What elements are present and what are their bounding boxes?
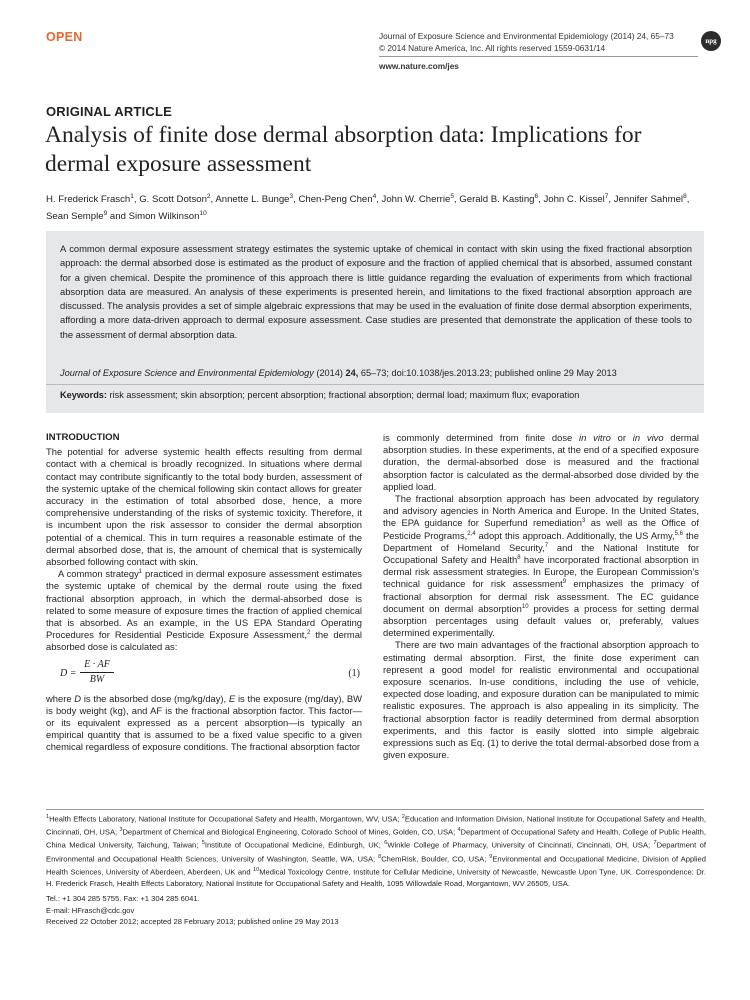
- keywords-text: risk assessment; skin absorption; percent absorption; fractional absorption; dermal load; maximum flux; evaporation: [109, 390, 580, 400]
- affiliations-footnote: $^1$Health Effects Laboratory, National Institute for Occupational Safety and Health, Morgantown, WV, USA; $^2$Education and Information Division, National Institute for Occupational Safety and Health, Cincinnati, OH, USA; $^3$Department of Chemical and Biological Engineering, Colorado School of Mines, Golden, CO, USA; $^4$Department of Occupational Safety and Health, College of Public Health, China Medical University, Taichung, Taiwan; $^5$Institute of Occupational Medicine, Edinburgh, UK; $^6$Winkle College of Pharmacy, University of Cincinnati, Cincinnati, OH, USA; $^7$Department of Environmental and Occupational Health Sciences, University of Washington, Seattle, WA, USA; $^8$ChemRisk, Boulder, CO, USA; $^9$Environmental and Occupational Medicine, Division of Applied Health Sciences, University of Aberdeen, Aberdeen, UK and $^{10}$Medical Toxicology Centre, Institute for Cellular Medicine, University of Newcastle, Newcastle Upon Tyne, UK. Correspondence: Dr. H. Frederick Frasch, Health Effects Laboratory, National Institute for Occupational Safety and Health, 1095 Willowdale Road, Morgantown, WV 26505, USA.: [46, 814, 707, 889]
- body-column-left: [46, 432, 362, 754]
- contact-info: [46, 893, 339, 928]
- equation-lhs: D =: [60, 667, 77, 679]
- paragraph: where D is the absorbed dose (mg/kg/day), E is the exposure (mg/day), BW is body weight (kg), and AF is the fractional absorption factor. This factor—or its equivalent expressed as a percent absorption—is typically an empirical quantity that is assumed to be a fixed value specific to a given chemical regardless of exposure conditions. The fractional absorption factor: [46, 692, 363, 753]
- paragraph: A common strategy$^1$ practiced in dermal exposure assessment estimates the systemic uptake of chemical by the dermal route using the fixed fractional absorption approach, in which the dermal-absorbed dose is related to some measure of exposure times the fraction of applied chemical that is absorbed. As an example, in the US EPA Standard Operating Procedures for Residential Pesticide Exposure Assessment,$^2$ the dermal absorbed dose is calculated as:: [46, 568, 363, 653]
- equation-1: [46, 657, 362, 691]
- equation-number: (1): [348, 667, 360, 679]
- journal-citation-line: Journal of Exposure Science and Environmental Epidemiology (2014) 24, 65–73: [379, 31, 674, 41]
- section-heading-introduction: INTRODUCTION: [46, 432, 120, 443]
- author-list: H. Frederick Frasch$^1$, G. Scott Dotson$^2$, Annette L. Bunge$^3$, Chen-Peng Chen$^4$, John W. Cherrie$^5$, Gerald B. Kasting$^6$, John C. Kissel$^7$, Jennifer Sahmel$^8$, Sean Semple$^9$ and Simon Wilkinson$^{10}$: [46, 193, 690, 223]
- keywords-line: [60, 390, 700, 400]
- footnote-divider: [46, 809, 704, 810]
- copyright-line: © 2014 Nature America, Inc. All rights reserved 1559-0631/14: [379, 43, 606, 53]
- keywords-label: Keywords:: [60, 390, 107, 400]
- contact-email[interactable]: E-mail: HFrasch@cdc.gov: [46, 905, 135, 915]
- equation-numerator: E · AF: [80, 659, 114, 673]
- article-title: Analysis of finite dose dermal absorption data: Implications for dermal exposure assessment: [45, 122, 642, 177]
- article-type-label: ORIGINAL ARTICLE: [46, 104, 172, 119]
- received-dates: Received 22 October 2012; accepted 28 February 2013; published online 29 May 2013: [46, 917, 339, 927]
- npg-logo-icon: npg: [701, 31, 721, 51]
- header-rule: [379, 56, 698, 57]
- paragraph: The potential for adverse systemic health effects resulting from dermal contact with a chemical is broadly recognized. In situations where dermal contact may contribute significantly to the total body burden, assessment of the systemic uptake of the chemical following skin contact allows for greater accuracy in the estimation of total absorbed dose, hence, a more comprehensive understanding of the risks of systemic toxicity. Therefore, it is incumbent upon the risk assessor to consider the dermal absorption potential of a chemical. This in turn requires a reasonable estimate of the dermal absorbed dose, that is, the amount of chemical that is systemically absorbed following contact with skin.: [46, 446, 362, 568]
- paragraph: The fractional absorption approach has been advocated by regulatory and advisory agencies in North America and Europe. In the United States, the EPA guidance for Superfund remediation$^3$ as well as the Office of Pesticide Programs,$^{2,4}$ adopt this approach. Additionally, the US Army,$^{5,6}$ the Department of Homeland Security,$^7$ and the National Institute for Occupational Safety and Health$^8$ have incorporated fractional absorption in dermal risk assessment strategies. In Europe, the European Commission’s technical guidance for risk assessment$^9$ emphasizes the primacy of fractional absorption for dermal risk assessment. The EC guidance document on dermal absorption$^{10}$ provides a process for setting dermal absorption percentages using default values or, preferably, values determined experimentally.: [383, 493, 700, 639]
- body-column-right: [383, 432, 699, 761]
- equation-fraction: [80, 659, 114, 686]
- equation-denominator: BW: [89, 673, 105, 685]
- journal-website-link[interactable]: www.nature.com/jes: [379, 61, 459, 71]
- paragraph: is commonly determined from finite dose in vitro or in vivo dermal absorption studies. In these experiments, at the end of a specified exposure duration, the dermal-absorbed dose is measured and the fractional absorption factor is calculated as the dermal-absorbed dose divided by the applied load.: [383, 432, 700, 492]
- keywords-divider: [46, 384, 704, 385]
- abstract-text: A common dermal exposure assessment strategy estimates the systemic uptake of chemical in contact with skin using the fixed fractional absorption approach: the dermal absorbed dose is estimated as the product of exposure and the fraction of applied chemical that is absorbed, assumed constant for a given chemical. Despite the prominence of this approach there is little guidance regarding the evaluation of experiments from which fractional absorption data are measured. An analysis of these experiments is presented herein, and limitations to the fixed fractional absorption approach are discussed. The analysis provides a set of simple algebraic expressions that may be used in the evaluation of finite dose dermal absorption experiments, affording a more data-driven approach to dermal exposure assessment. Case studies are presented that demonstrate the application of these tools to the assessment of dermal absorption data.: [60, 243, 692, 340]
- open-access-label: OPEN: [46, 30, 83, 44]
- paragraph: There are two main advantages of the fractional absorption approach to estimating dermal absorption. First, the finite dose experiment can represent a good model for realistic environmental and occupational exposure scenarios. In-use conditions, including the use of vehicle, expected dose loading, and exposure duration can be manipulated to mimic realistic exposures. The approach is also appealing in its simplicity. The fractional absorption factor is readily determined from dermal absorption experiments, and this factor is easily slotted into simple algebraic expressions such as Eq. (1) to derive the total dermal-absorbed dose from a given exposure.: [383, 639, 699, 761]
- contact-phone: Tel.: +1 304 285 5755. Fax: +1 304 285 6041.: [46, 894, 200, 903]
- citation-line: Journal of Exposure Science and Environmental Epidemiology (2014) 24, 65–73; doi:10.1038/jes.2013.23; published online 29 May 2013: [60, 368, 617, 378]
